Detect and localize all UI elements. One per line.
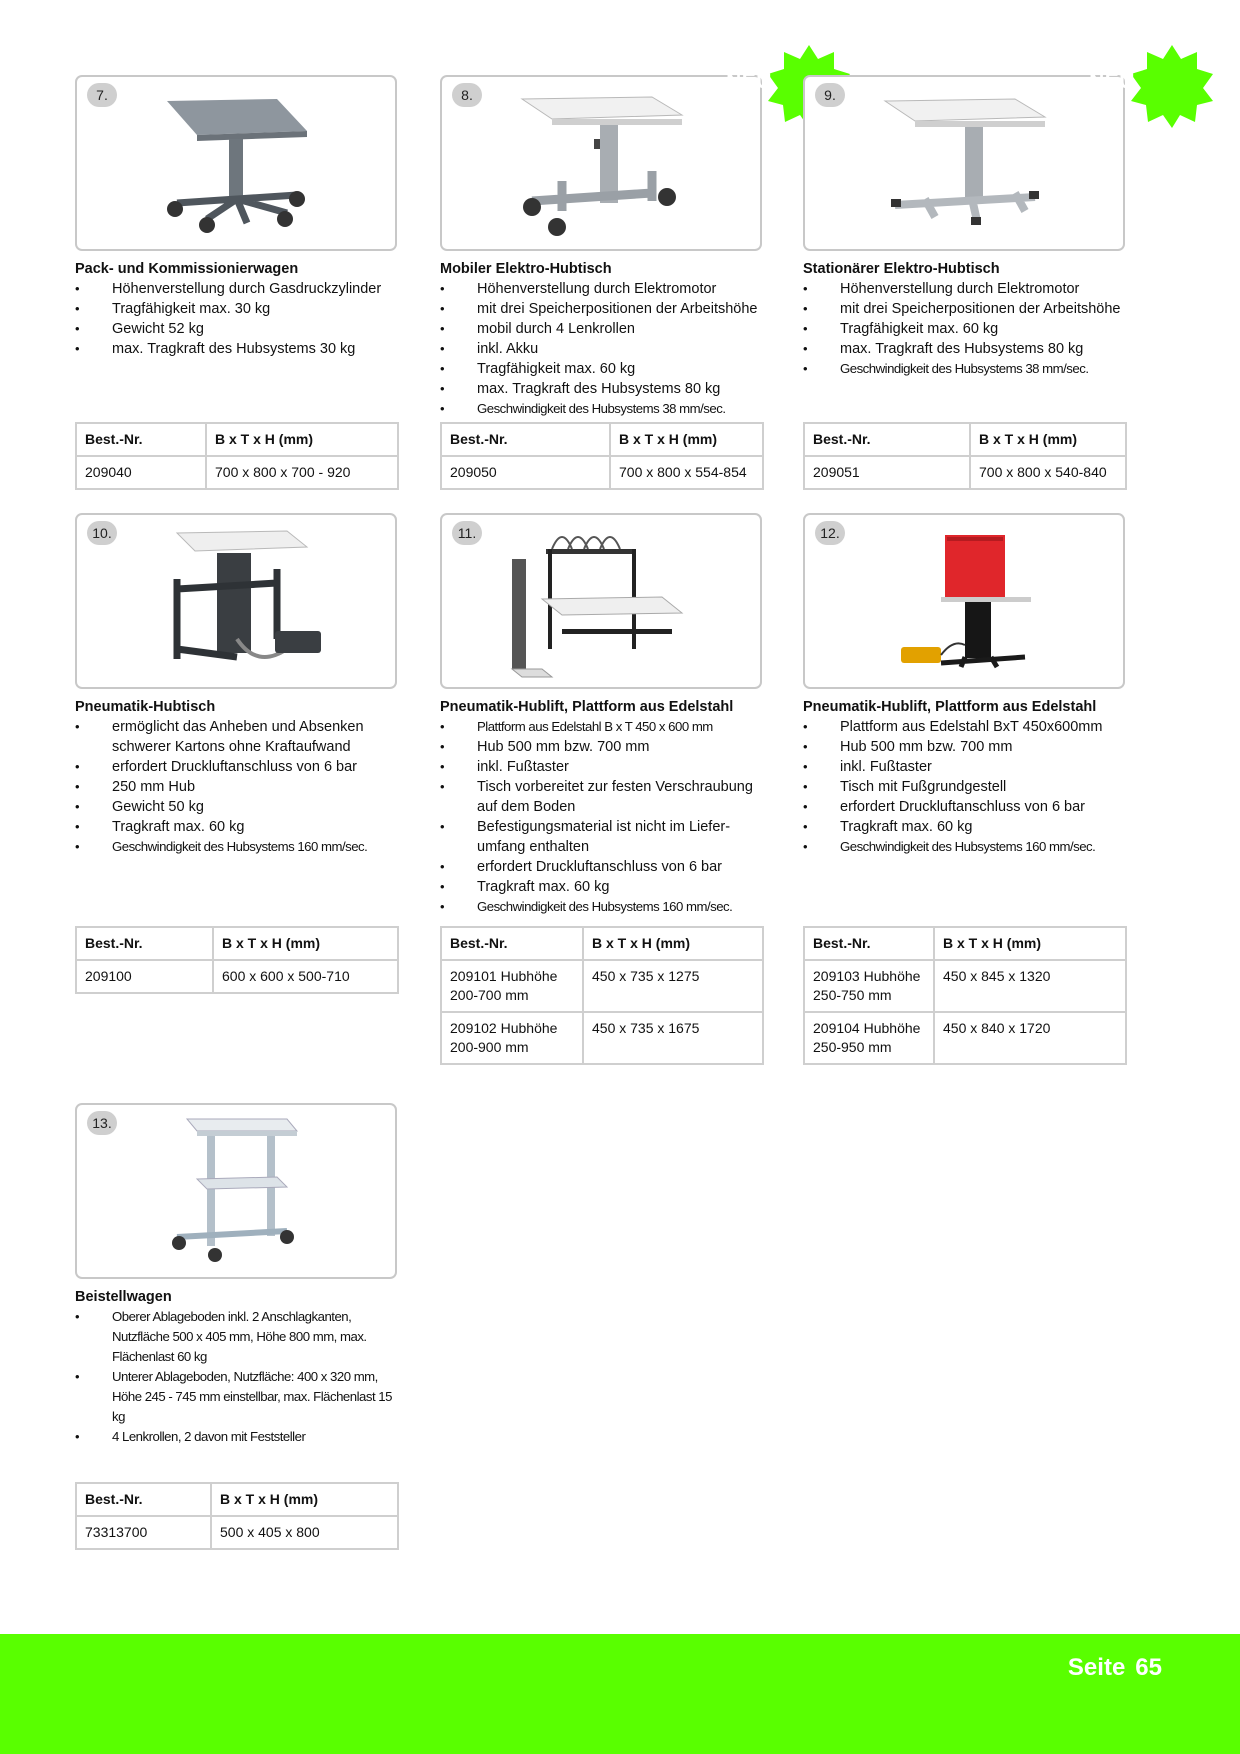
table-header: B x T x H (mm) <box>583 927 763 960</box>
feature-item: • Tisch vorbereitet zur festen Verschraubung auf dem Boden <box>440 777 762 817</box>
feature-list <box>803 717 1125 857</box>
feature-list <box>75 717 397 857</box>
product-title: Mobiler Elektro-Hubtisch <box>440 261 612 277</box>
pneumatic-table-image <box>137 519 337 679</box>
table-row <box>76 1516 398 1549</box>
feature-item: • 4 Lenkrollen, 2 davon mit Feststeller <box>75 1427 397 1447</box>
table-header: B x T x H (mm) <box>213 927 398 960</box>
mobile-electric-table-image <box>502 81 702 241</box>
feature-item: • Unterer Ablageboden, Nutzfläche: 400 x 320 mm, Höhe 245 - 745 mm einstellbar, max. Flächenlast 15 kg <box>75 1367 397 1427</box>
order-number: 209101 Hubhöhe 200-700 mm <box>441 960 583 1012</box>
order-table-11 <box>440 926 764 1065</box>
table-row <box>441 960 763 1012</box>
feature-item: • mobil durch 4 Lenkrollen <box>440 319 762 339</box>
product-number: 12. <box>815 521 845 545</box>
table-header: B x T x H (mm) <box>970 423 1126 456</box>
table-row <box>441 1012 763 1064</box>
table-row <box>76 456 398 489</box>
product-card-9 <box>803 70 1135 379</box>
product-title: Pneumatik-Hublift, Plattform aus Edelstahl <box>440 699 734 715</box>
dimensions: 450 x 845 x 1320 <box>934 960 1126 1012</box>
feature-item: • Tragkraft max. 60 kg <box>75 817 397 837</box>
order-number: 209102 Hubhöhe 200-900 mm <box>441 1012 583 1064</box>
feature-item: • Geschwindigkeit des Hubsystems 38 mm/sec. <box>803 359 1125 379</box>
product-image-frame <box>440 70 772 251</box>
feature-item: • Gewicht 50 kg <box>75 797 397 817</box>
table-header: Best.-Nr. <box>76 927 213 960</box>
feature-item: • erfordert Druckluftanschluss von 6 bar <box>440 857 762 877</box>
table-header: B x T x H (mm) <box>206 423 398 456</box>
product-card-12 <box>803 513 1125 857</box>
dimensions: 700 x 800 x 700 - 920 <box>206 456 398 489</box>
order-table-10 <box>75 926 399 994</box>
feature-list <box>440 717 762 917</box>
product-number: 10. <box>87 521 117 545</box>
pneumatic-lift-workstation-image <box>502 519 702 679</box>
dimensions: 450 x 735 x 1275 <box>583 960 763 1012</box>
product-number: 11. <box>452 521 482 545</box>
table-header: Best.-Nr. <box>441 423 610 456</box>
feature-item: • Geschwindigkeit des Hubsystems 38 mm/sec. <box>440 399 762 419</box>
table-header-row <box>804 423 1126 456</box>
order-table-8 <box>440 422 764 490</box>
side-cart-image <box>137 1109 337 1269</box>
table-header: B x T x H (mm) <box>934 927 1126 960</box>
product-number: 7. <box>87 83 117 107</box>
feature-item: • Geschwindigkeit des Hubsystems 160 mm/sec. <box>75 837 397 857</box>
table-header-row <box>76 423 398 456</box>
table-row <box>441 456 763 489</box>
product-image-frame <box>440 513 762 689</box>
product-card-13 <box>75 1103 397 1447</box>
product-card-7 <box>75 75 397 359</box>
product-title: Pack- und Kommissionierwagen <box>75 261 299 277</box>
order-number: 209040 <box>76 456 206 489</box>
order-table-7 <box>75 422 399 490</box>
feature-item: • Höhenverstellung durch Gasdruckzylinder <box>75 279 397 299</box>
product-title: Beistellwagen <box>75 1289 172 1305</box>
feature-item: • erfordert Druckluftanschluss von 6 bar <box>803 797 1125 817</box>
product-image-frame <box>75 1103 397 1279</box>
pneumatic-lift-red-crate-image <box>865 519 1065 679</box>
order-table-13 <box>75 1482 399 1550</box>
table-header-row <box>441 423 763 456</box>
feature-item: • inkl. Akku <box>440 339 762 359</box>
dimensions: 450 x 735 x 1675 <box>583 1012 763 1064</box>
product-card-8 <box>440 70 772 419</box>
product-title: Stationärer Elektro-Hubtisch <box>803 261 1000 277</box>
feature-item: • inkl. Fußtaster <box>803 757 1125 777</box>
feature-list <box>803 279 1125 379</box>
product-number: 9. <box>815 83 845 107</box>
feature-item: • Geschwindigkeit des Hubsystems 160 mm/sec. <box>440 897 762 917</box>
feature-list <box>440 279 762 419</box>
table-header: Best.-Nr. <box>76 1483 211 1516</box>
product-number: 8. <box>452 83 482 107</box>
feature-item: • max. Tragkraft des Hubsystems 80 kg <box>440 379 762 399</box>
order-table-12 <box>803 926 1127 1065</box>
feature-item: • mit drei Speicherpositionen der Arbeitshöhe <box>803 299 1125 319</box>
product-card-10 <box>75 513 397 857</box>
feature-list <box>75 1307 397 1447</box>
table-header-row <box>804 927 1126 960</box>
dimensions: 450 x 840 x 1720 <box>934 1012 1126 1064</box>
dimensions: 500 x 405 x 800 <box>211 1516 398 1549</box>
table-row <box>804 960 1126 1012</box>
order-number: 209050 <box>441 456 610 489</box>
order-number: 209100 <box>76 960 213 993</box>
table-header-row <box>76 927 398 960</box>
feature-item: • Tragfähigkeit max. 30 kg <box>75 299 397 319</box>
neu-label: NEU <box>726 70 772 93</box>
product-title: Pneumatik-Hublift, Plattform aus Edelstahl <box>803 699 1097 715</box>
order-table-9 <box>803 422 1127 490</box>
table-header-row <box>441 927 763 960</box>
feature-item: • Tragfähigkeit max. 60 kg <box>440 359 762 379</box>
order-number: 73313700 <box>76 1516 211 1549</box>
page-number: 65 <box>1135 1654 1162 1681</box>
feature-item: • erfordert Druckluftanschluss von 6 bar <box>75 757 397 777</box>
page-label-text: Seite <box>1067 1654 1126 1681</box>
product-image-frame <box>803 70 1135 251</box>
stationary-electric-table-image <box>865 81 1065 241</box>
table-row <box>804 1012 1126 1064</box>
feature-item: • mit drei Speicherpositionen der Arbeitshöhe <box>440 299 762 319</box>
page-label <box>1058 1654 1162 1682</box>
feature-item: • Höhenverstellung durch Elektromotor <box>440 279 762 299</box>
table-header: Best.-Nr. <box>804 927 934 960</box>
neu-label: NEU <box>1089 70 1135 93</box>
dimensions: 600 x 600 x 500-710 <box>213 960 398 993</box>
feature-item: • Gewicht 52 kg <box>75 319 397 339</box>
feature-item: • ermöglicht das Anheben und Absenken schwerer Kartons ohne Kraftaufwand <box>75 717 397 757</box>
feature-item: • Hub 500 mm bzw. 700 mm <box>803 737 1125 757</box>
feature-item: • Tragkraft max. 60 kg <box>440 877 762 897</box>
dimensions: 700 x 800 x 554-854 <box>610 456 763 489</box>
feature-item: • Plattform aus Edelstahl B x T 450 x 600 mm <box>440 717 762 737</box>
table-header: B x T x H (mm) <box>610 423 763 456</box>
page-footer <box>0 1634 1240 1754</box>
table-row <box>76 960 398 993</box>
order-number: 209104 Hubhöhe 250-950 mm <box>804 1012 934 1064</box>
neu-badge <box>706 39 792 125</box>
table-row <box>804 456 1126 489</box>
feature-item: • Tragfähigkeit max. 60 kg <box>803 319 1125 339</box>
feature-item: • Tisch mit Fußgrundgestell <box>803 777 1125 797</box>
order-number: 209051 <box>804 456 970 489</box>
table-header: Best.-Nr. <box>804 423 970 456</box>
pack-cart-image <box>137 81 337 241</box>
feature-item: • Hub 500 mm bzw. 700 mm <box>440 737 762 757</box>
product-card-11 <box>440 513 762 917</box>
neu-badge <box>1069 39 1155 125</box>
feature-item: • 250 mm Hub <box>75 777 397 797</box>
product-image-frame <box>75 75 397 251</box>
feature-list <box>75 279 397 359</box>
product-image-frame <box>803 513 1125 689</box>
product-title: Pneumatik-Hubtisch <box>75 699 216 715</box>
feature-item: • inkl. Fußtaster <box>440 757 762 777</box>
product-image-frame <box>75 513 397 689</box>
table-header: B x T x H (mm) <box>211 1483 398 1516</box>
feature-item: • Geschwindigkeit des Hubsystems 160 mm/sec. <box>803 837 1125 857</box>
table-header: Best.-Nr. <box>441 927 583 960</box>
table-header-row <box>76 1483 398 1516</box>
feature-item: • Höhenverstellung durch Elektromotor <box>803 279 1125 299</box>
feature-item: • Plattform aus Edelstahl BxT 450x600mm <box>803 717 1125 737</box>
feature-item: • max. Tragkraft des Hubsystems 80 kg <box>803 339 1125 359</box>
feature-item: • Tragkraft max. 60 kg <box>803 817 1125 837</box>
dimensions: 700 x 800 x 540-840 <box>970 456 1126 489</box>
feature-item: • max. Tragkraft des Hubsystems 30 kg <box>75 339 397 359</box>
feature-item: • Oberer Ablageboden inkl. 2 Anschlagkanten, Nutzfläche 500 x 405 mm, Höhe 800 mm, max. Flächenlast 60 kg <box>75 1307 397 1367</box>
product-number: 13. <box>87 1111 117 1135</box>
order-number: 209103 Hubhöhe 250-750 mm <box>804 960 934 1012</box>
table-header: Best.-Nr. <box>76 423 206 456</box>
feature-item: • Befestigungsmaterial ist nicht im Liefer-umfang enthalten <box>440 817 762 857</box>
